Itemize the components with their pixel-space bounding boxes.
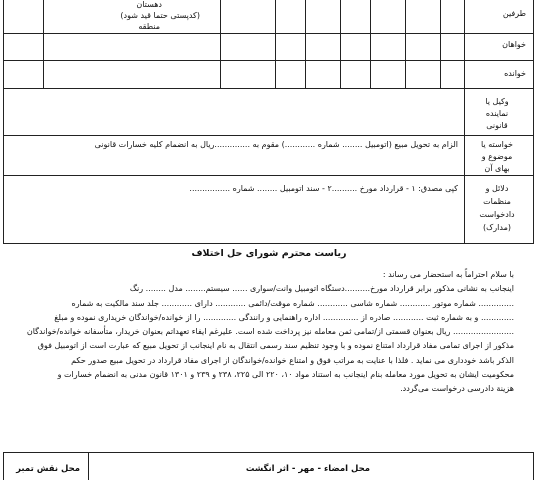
column-divider [220, 0, 221, 88]
label-lawyer-3: قانونی [486, 121, 508, 130]
label-lawyer-1: وکیل یا [485, 97, 509, 106]
label-defendant: خوانده [504, 69, 526, 78]
column-divider [340, 0, 341, 88]
column-divider [370, 0, 371, 88]
body-line: .............. شماره موتور ............ شماره شاسی ............ شماره موقت/دائمی ............ دارای ............ جلد سند مالکیت به شماره [71, 298, 514, 308]
row-divider [4, 33, 533, 34]
label-evidence-4: (مدارک) [483, 223, 511, 232]
label-request-1: خواسته یا [481, 140, 513, 149]
row-divider [4, 88, 533, 89]
body-line: با سلام احتراماً به استحضار می رساند : [382, 270, 514, 279]
label-evidence-2: منظمات [483, 197, 511, 206]
label-lawyer-2: نماینده [485, 109, 509, 118]
region-label: منطقه [138, 22, 160, 31]
column-divider [305, 0, 306, 88]
row-divider [4, 60, 533, 61]
column-divider [405, 0, 406, 88]
postcode-note: (کدپستی حتما قید شود) [120, 11, 200, 20]
stamp-divider [88, 452, 89, 480]
request-text: الزام به تحویل مبیع (اتومبیل ........ شماره ............) مقوم به ..............ریال به انضمام کلیه خسارات قانونی [94, 140, 458, 149]
evidence-text: کپی مصدق: ۱ - قرارداد مورخ ..........۲ - سند اتومبیل ........ شماره ................ [189, 184, 458, 193]
label-evidence-3: دادخواست [479, 210, 515, 219]
body-line: الذکر باشد خودداری می نماید . فلذا با عنایت به مراتب فوق و امتناع خوانده/خواندگان از اجرای مفاد قرارداد در تحویل مبیع صدور حکم [71, 355, 514, 365]
column-divider [43, 0, 44, 88]
label-evidence-1: دلائل و [485, 184, 509, 193]
label-parties: طرفین [502, 9, 526, 18]
row-divider [4, 175, 533, 176]
body-line: مذکور از اجرای تمامی مفاد قرارداد امتناع نموده و با وجود تنظیم سند رسمی انتقال به نام اینجانب از تحویل مبیع که عبارت است از اتومبیل فوق [37, 341, 514, 351]
column-divider [275, 0, 276, 88]
body-line: اینجانب به نشانی مذکور برابر قرارداد مورخ..........دستگاه اتومبیل وانت/سواری ...... سیستم........ مدل ........ رنگ [129, 284, 514, 294]
signature-label: محل امضاء - مهر - اثر انگشت [245, 464, 370, 474]
petition-table [3, 0, 534, 244]
row-divider [4, 135, 533, 136]
petition-body [24, 268, 514, 397]
column-divider [440, 0, 441, 88]
body-line: ........................ ریال بعنوان قسمتی از/تمامی ثمن معامله نیز پرداخت شده است. علیرغم ایفاء تعهداتم بعنوان خریدار، متأسفانه خوانده/خواندگان [26, 327, 514, 337]
label-request-3: بهای آن [484, 164, 510, 173]
body-line: ............. و به شماره ثبت ............ صادره از .............. اداره راهنمایی و رانندگی ............. را از خوانده/خواندگان خریداری نموده و مبلغ [54, 312, 514, 322]
body-line: هزینة دادرسی درخواست می‌گردد. [400, 384, 514, 394]
body-line: محکومیت ایشان به تحویل مورد معامله بنام اینجانب به استناد مواد ۱۰، ۲۲۰ الی ۲۲۵، ۲۳۸ و ۲۳۹ و ۱۳۰۱ قانون مدنی به انضمام خسارات و [57, 370, 514, 380]
page-title: ریاست محترم شورای حل اختلاف [191, 248, 347, 259]
village-label: دهستان [136, 0, 162, 9]
label-plaintiffs: خواهان [502, 40, 526, 49]
label-column-divider [464, 0, 465, 244]
stamp-label: محل نقش تمبر [16, 464, 80, 474]
label-request-2: موضوع و [481, 152, 513, 161]
